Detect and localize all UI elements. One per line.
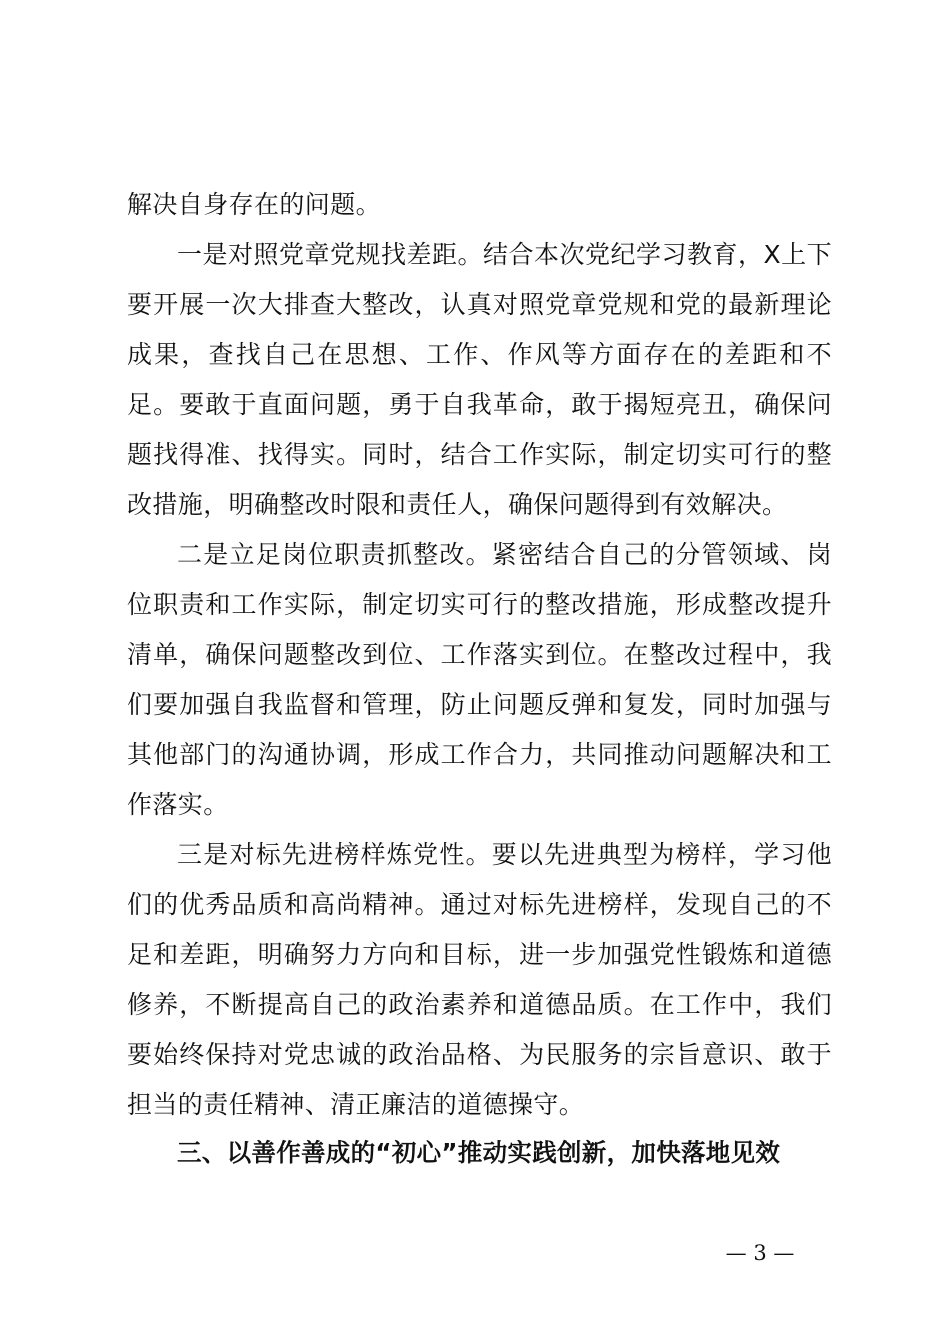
paragraph-continuation: 解决自身存在的问题。 (127, 190, 382, 219)
section-heading: 三、以善作善成的“初心”推动实践创新，加快落地见效 (177, 1138, 781, 1167)
body-text (127, 180, 832, 1130)
paragraph-point-two: 二是立足岗位职责抓整改。紧密结合自己的分管领域、岗位职责和工作实际，制定切实可行的整改措施，形成整改提升清单，确保问题整改到位、工作落实到位。在整改过程中，我们要加强自我监督和管理，防止问题反弹和复发，同时加强与其他部门的沟通协调，形成工作合力，共同推动问题解决和工作落实。 (127, 540, 832, 819)
paragraph-point-one: 一是对照党章党规找差距。结合本次党纪学习教育，X上下要开展一次大排查大整改，认真对照党章党规和党的最新理论成果，查找自己在思想、工作、作风等方面存在的差距和不足。要敢于直面问题，勇于自我革命，敢于揭短亮丑，确保问题找得准、找得实。同时，结合工作实际，制定切实可行的整改措施，明确整改时限和责任人，确保问题得到有效解决。 (127, 240, 832, 519)
page-number: — 3 — (725, 1241, 795, 1265)
paragraph-point-three: 三是对标先进榜样炼党性。要以先进典型为榜样，学习他们的优秀品质和高尚精神。通过对标先进榜样，发现自己的不足和差距，明确努力方向和目标，进一步加强党性锻炼和道德修养，不断提高自己的政治素养和道德品质。在工作中，我们要始终保持对党忠诚的政治品格、为民服务的宗旨意识、敢于担当的责任精神、清正廉洁的道德操守。 (127, 840, 832, 1119)
